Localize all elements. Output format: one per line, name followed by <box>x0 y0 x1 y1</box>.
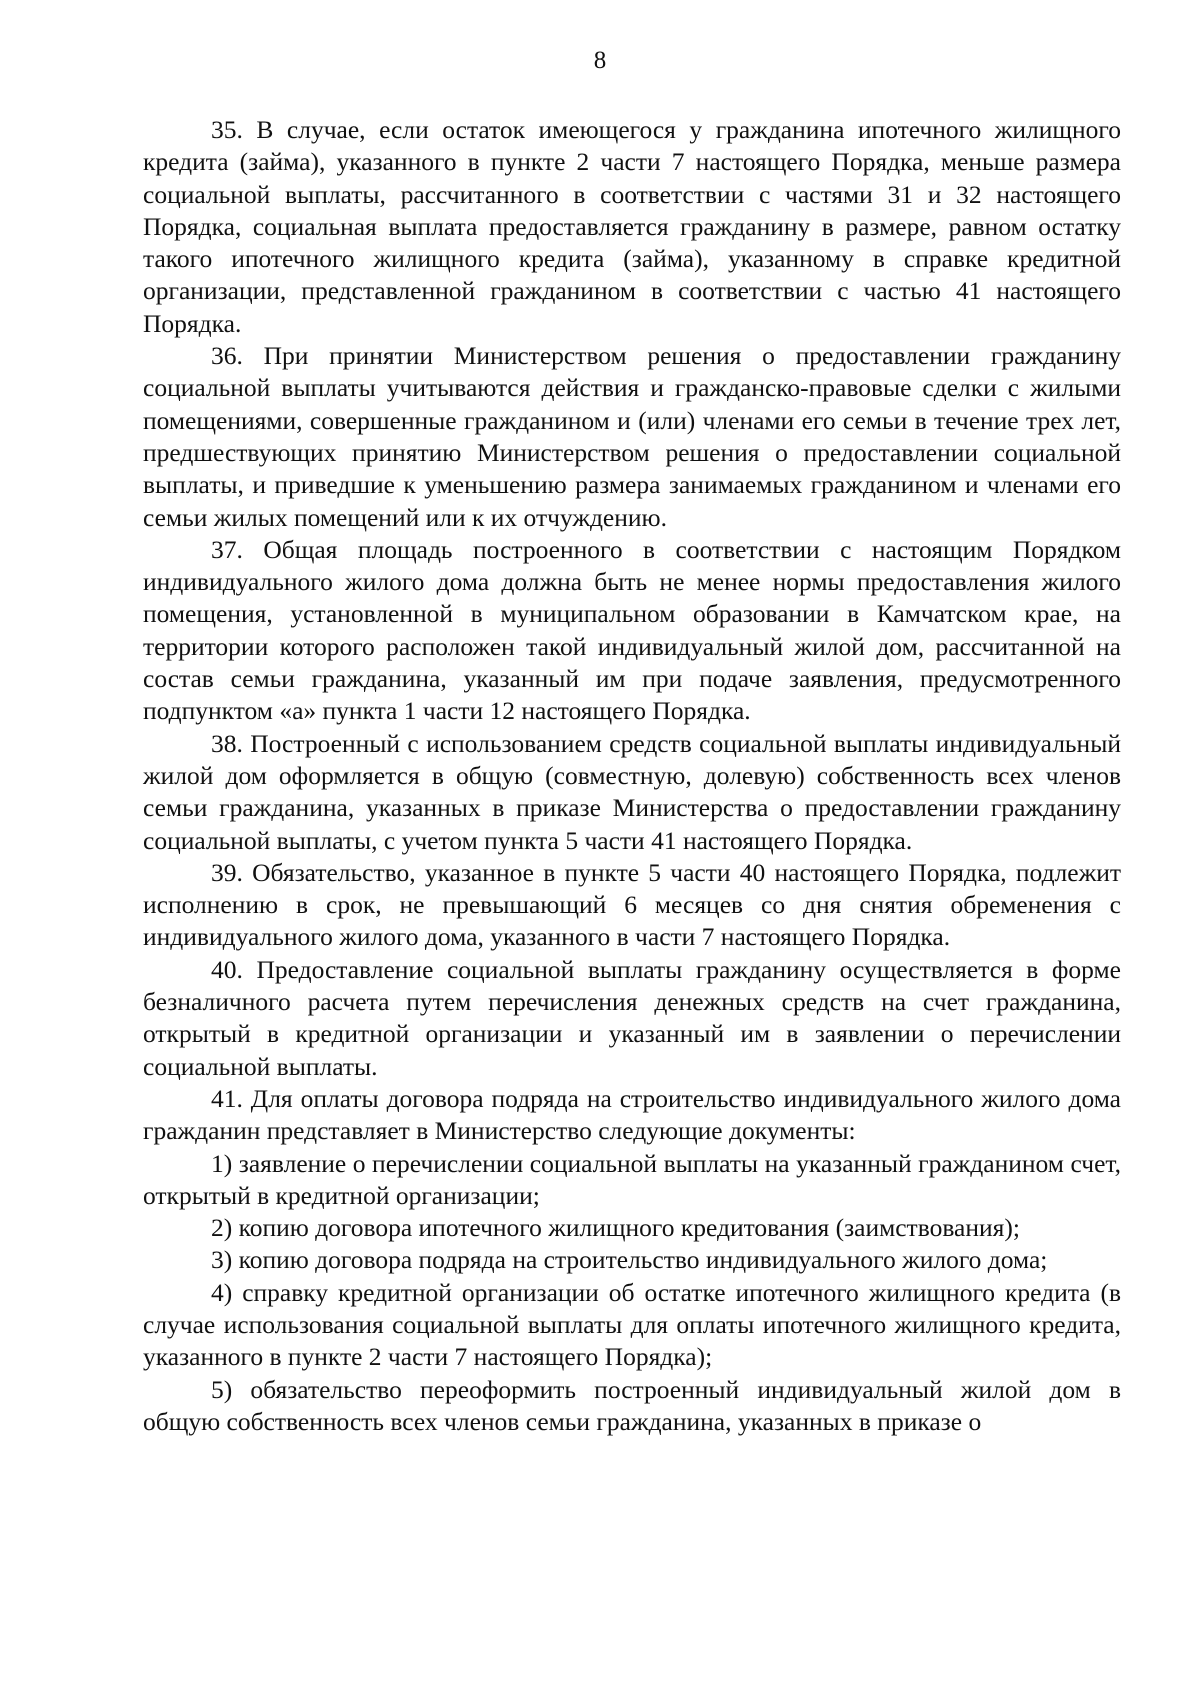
paragraph-37: 37. Общая площадь построенного в соответствии с настоящим Порядком индивидуального жилого дома должна быть не менее нормы предоставления жилого помещения, установленной в муниципальном образовании в Камчатском крае, на территории которого расположен такой индивидуальный жилой дом, рассчитанной на состав семьи гражданина, указанный им при подаче заявления, предусмотренного подпунктом «а» пункта 1 части 12 настоящего Порядка. <box>143 534 1121 726</box>
list-item-5: 5) обязательство переоформить построенный индивидуальный жилой дом в общую собственность всех членов семьи гражданина, указанных в приказе о <box>143 1374 1121 1436</box>
paragraph-40: 40. Предоставление социальной выплаты гражданину осуществляется в форме безналичного расчета путем перечисления денежных средств на счет гражданина, открытый в кредитной организации и указанный им в заявлении о перечислении социальной выплаты. <box>143 954 1121 1081</box>
page-number: 8 <box>593 47 607 74</box>
list-item-1: 1) заявление о перечислении социальной выплаты на указанный гражданином счет, открытый в кредитной организации; <box>143 1148 1121 1210</box>
list-item-4: 4) справку кредитной организации об остатке ипотечного жилищного кредита (в случае использования социальной выплаты для оплаты ипотечного жилищного кредита, указанного в пункте 2 части 7 настоящего Порядка); <box>143 1277 1121 1372</box>
paragraph-35: 35. В случае, если остаток имеющегося у гражданина ипотечного жилищного кредита (займа), указанного в пункте 2 части 7 настоящего Порядка, меньше размера социальной выплаты, рассчитанного в соответствии с частями 31 и 32 настоящего Порядка, социальная выплата предоставляется гражданину в размере, равном остатку такого ипотечного жилищного кредита (займа), указанному в справке кредитной организации, представленной гражданином в соответствии с частью 41 настоящего Порядка. <box>143 115 1121 338</box>
paragraph-39: 39. Обязательство, указанное в пункте 5 части 40 настоящего Порядка, подлежит исполнению в срок, не превышающий 6 месяцев со дня снятия обременения с индивидуального жилого дома, указанного в части 7 настоящего Порядка. <box>143 857 1121 952</box>
paragraph-36: 36. При принятии Министерством решения о предоставлении гражданину социальной выплаты учитываются действия и гражданско-правовые сделки с жилыми помещениями, совершенные гражданином и (или) членами его семьи в течение трех лет, предшествующих принятию Министерством решения о предоставлении социальной выплаты, и приведшие к уменьшению размера занимаемых гражданином и членами его семьи жилых помещений или к их отчуждению. <box>143 341 1121 532</box>
list-item-2: 2) копию договора ипотечного жилищного кредитования (заимствования); <box>211 1213 1020 1243</box>
document-body <box>143 114 1121 1438</box>
list-item-3: 3) копию договора подряда на строительство индивидуального жилого дома; <box>211 1245 1048 1275</box>
paragraph-41: 41. Для оплаты договора подряда на строительство индивидуального жилого дома гражданин представляет в Министерство следующие документы: <box>143 1083 1121 1146</box>
paragraph-38: 38. Построенный с использованием средств социальной выплаты индивидуальный жилой дом оформляется в общую (совместную, долевую) собственность всех членов семьи гражданина, указанных в приказе Министерства о предоставлении гражданину социальной выплаты, с учетом пункта 5 части 41 настоящего Порядка. <box>143 728 1121 855</box>
